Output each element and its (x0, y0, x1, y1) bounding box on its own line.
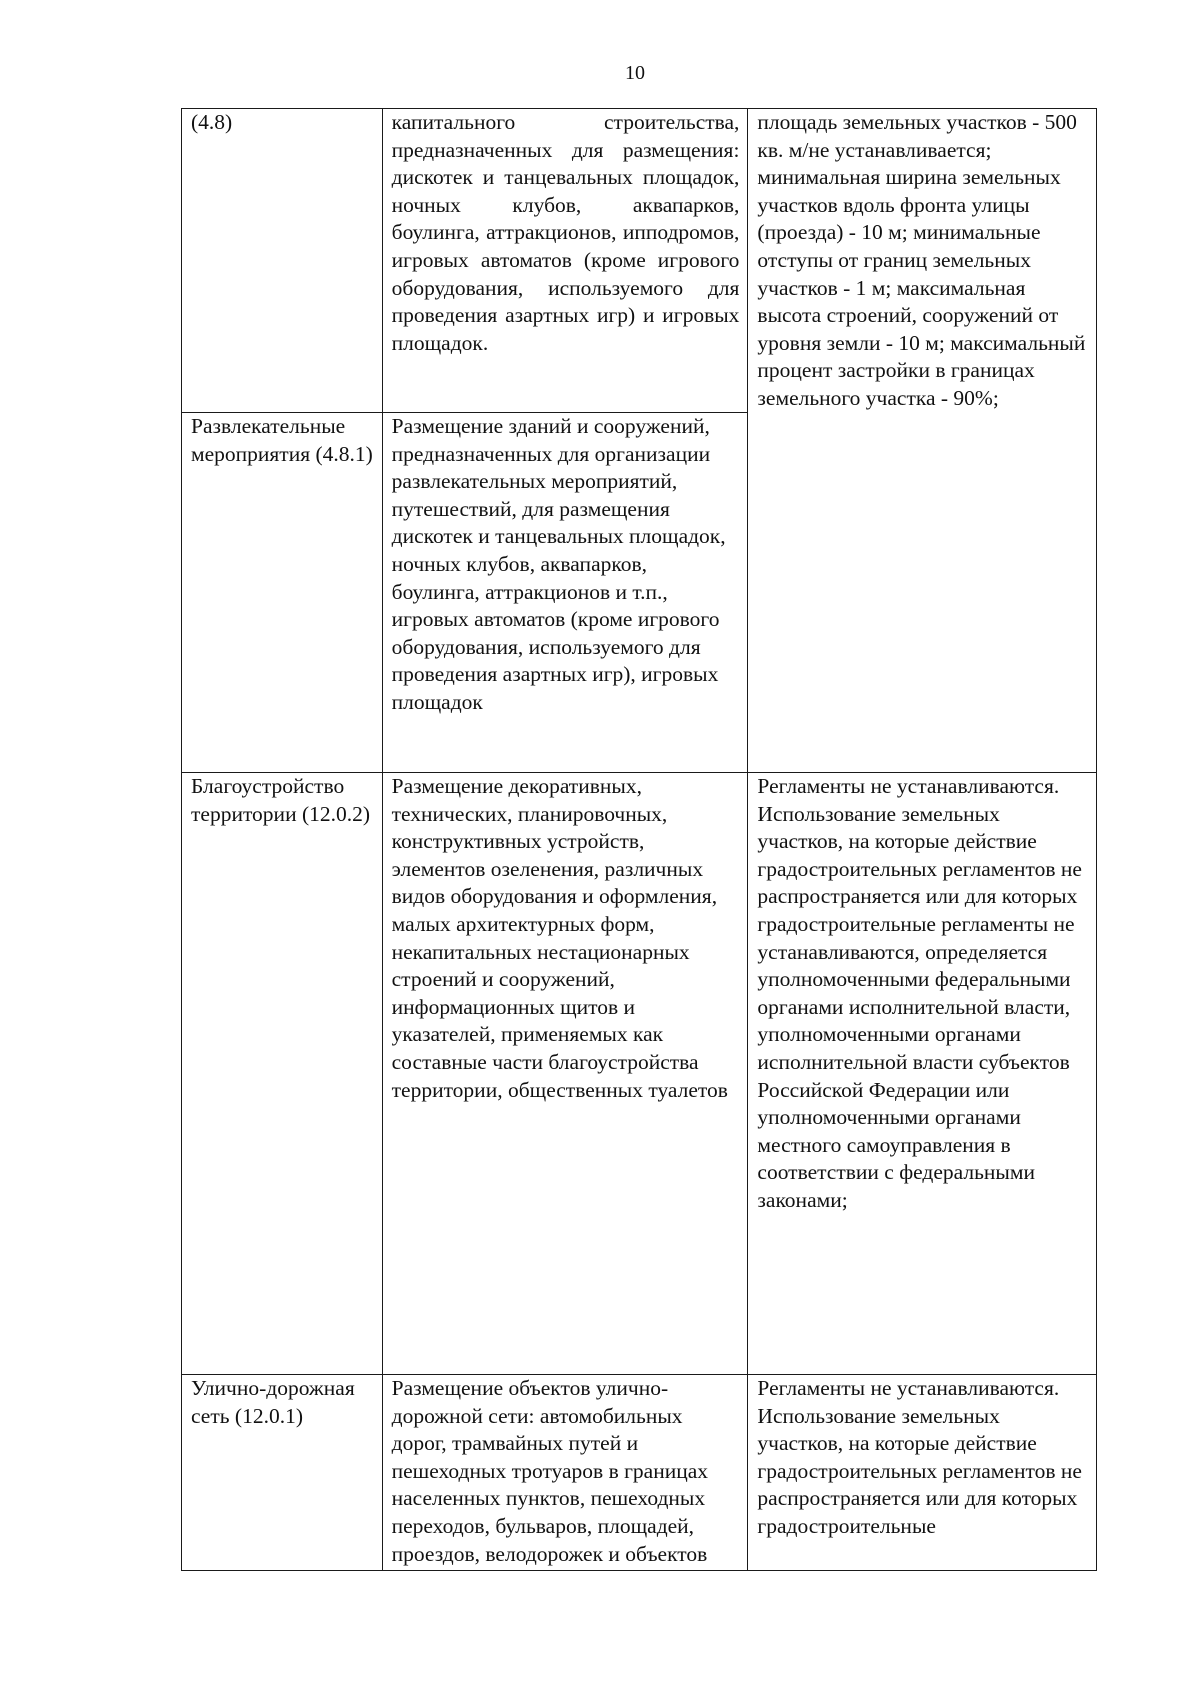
table-cell (382, 773, 748, 1375)
activity-description: капитального строительства, предназначенных для размещения: дискотек и танцевальных площадок, ночных клубов, аквапарков, боулинга, аттракционов, ипподромов, игровых автоматов (кроме игрового оборудования, используемого для проведения азартных игр) и игровых площадок. (391, 110, 740, 355)
regulation-text: Регламенты не устанавливаются. Использование земельных участков, на которые действие градостроительных регламентов не распространяется или для которых градостроительные (757, 1376, 1082, 1538)
table-cell-merged (748, 109, 1097, 773)
table-row (182, 773, 1097, 1375)
table-cell (182, 413, 383, 773)
activity-name: Улично-дорожная сеть (12.0.1) (191, 1376, 355, 1428)
table-cell (182, 1375, 383, 1571)
activity-name: Благоустройство территории (12.0.2) (191, 774, 371, 826)
table-cell (182, 109, 383, 413)
table-cell (382, 109, 748, 413)
table-row (182, 1375, 1097, 1571)
table-row (182, 109, 1097, 413)
activity-code: (4.8) (191, 110, 233, 134)
activity-description: Размещение зданий и сооружений, предназначенных для организации развлекательных мероприятий, путешествий, для размещения дискотек и танцевальных площадок, ночных клубов, аквапарков, боулинга, аттракционов и т.п., игровых автоматов (кроме игрового оборудования, используемого для проведения азартных игр), игровых площадок (391, 414, 726, 714)
table-cell (382, 1375, 748, 1571)
regulations-table (181, 108, 1097, 1571)
table-cell (748, 1375, 1097, 1571)
table-cell (748, 773, 1097, 1375)
page-number: 10 (625, 62, 645, 84)
regulation-text: Регламенты не устанавливаются. Использование земельных участков, на которые действие градостроительных регламентов не распространяется или для которых градостроительные регламенты не устанавливаются, определяется уполномоченными федеральными органами исполнительной власти, уполномоченными органами исполнительной власти субъектов Российской Федерации или уполномоченными органами местного самоуправления в соответствии с федеральными законами; (757, 774, 1082, 1212)
activity-description: Размещение декоративных, технических, планировочных, конструктивных устройств, элементов озеленения, различных видов оборудования и оформления, малых архитектурных форм, некапитальных нестационарных строений и сооружений, информационных щитов и указателей, применяемых как составные части благоустройства территории, общественных туалетов (391, 774, 728, 1102)
activity-description: Размещение объектов улично-дорожной сети: автомобильных дорог, трамвайных путей и пешеходных тротуаров в границах населенных пунктов, пешеходных переходов, бульваров, площадей, проездов, велодорожек и объектов (391, 1376, 709, 1566)
regulation-parameters: площадь земельных участков - 500 кв. м/не устанавливается; минимальная ширина земельных участков вдоль фронта улицы (проезда) - 10 м; минимальные отступы от границ земельных участков - 1 м; максимальная высота строений, сооружений от уровня земли - 10 м; максимальный процент застройки в границах земельного участка - 90%; (757, 110, 1086, 410)
table-cell (182, 773, 383, 1375)
table-cell (382, 413, 748, 773)
activity-name: Развлекательные мероприятия (4.8.1) (191, 414, 373, 466)
